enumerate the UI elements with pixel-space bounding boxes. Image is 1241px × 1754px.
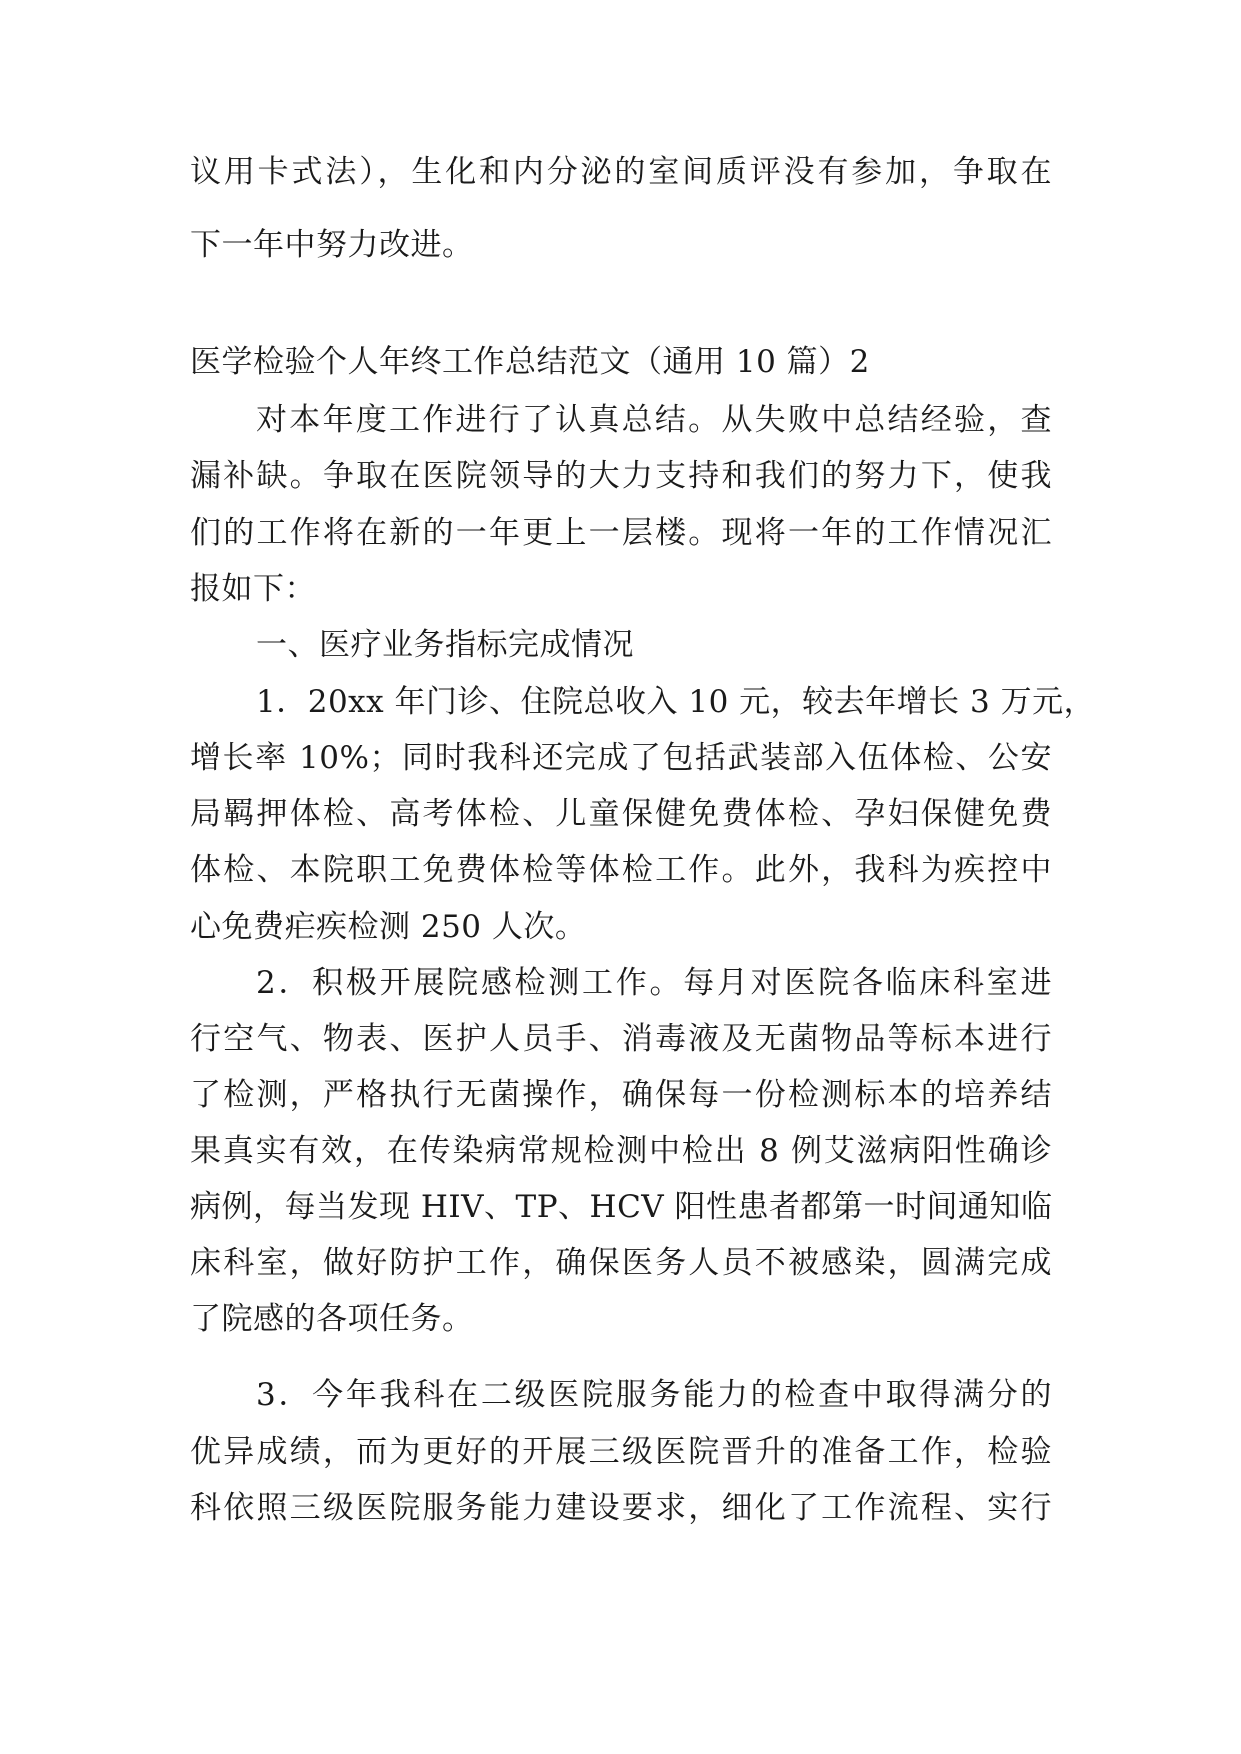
section-title: 医学检验个人年终工作总结范文（通用 10 篇）2 [190, 344, 870, 380]
intro-line-2: 漏补缺。争取在医院领导的大力支持和我们的努力下，使我 [190, 458, 1052, 494]
intro-line-4: 报如下： [190, 571, 316, 607]
item-1-line-5: 心免费疟疾检测 250 人次。 [190, 909, 587, 945]
heading-1: 一、医疗业务指标完成情况 [256, 627, 634, 663]
item-2-line-3: 了检测，严格执行无菌操作，确保每一份检测标本的培养结 [190, 1077, 1052, 1113]
item-1-line-4: 体检、本院职工免费体检等体检工作。此外，我科为疾控中 [190, 852, 1052, 888]
intro-line-3: 们的工作将在新的一年更上一层楼。现将一年的工作情况汇 [190, 515, 1052, 551]
item-2-line-7: 了院感的各项任务。 [190, 1301, 474, 1337]
item-2-line-6: 床科室，做好防护工作，确保医务人员不被感染，圆满完成 [190, 1245, 1052, 1281]
carryover-line-2: 下一年中努力改进。 [190, 227, 474, 263]
item-2-line-1: 2．积极开展院感检测工作。每月对医院各临床科室进 [256, 965, 1052, 1001]
item-2-line-5: 病例，每当发现 HIV、TP、HCV 阳性患者都第一时间通知临 [190, 1189, 1053, 1225]
item-3-line-3: 科依照三级医院服务能力建设要求，细化了工作流程、实行 [190, 1490, 1052, 1526]
carryover-line-1: 议用卡式法），生化和内分泌的室间质评没有参加，争取在 [190, 154, 1052, 190]
item-3-line-2: 优异成绩，而为更好的开展三级医院晋升的准备工作，检验 [190, 1434, 1052, 1470]
item-3-line-1: 3．今年我科在二级医院服务能力的检查中取得满分的 [256, 1377, 1052, 1413]
item-2-line-4: 果真实有效，在传染病常规检测中检出 8 例艾滋病阳性确诊 [190, 1133, 1052, 1169]
item-1-line-2: 增长率 10%；同时我科还完成了包括武装部入伍体检、公安 [190, 740, 1052, 776]
item-2-line-2: 行空气、物表、医护人员手、消毒液及无菌物品等标本进行 [190, 1021, 1052, 1057]
item-1-line-3: 局羁押体检、高考体检、儿童保健免费体检、孕妇保健免费 [190, 796, 1052, 832]
intro-line-1: 对本年度工作进行了认真总结。从失败中总结经验，查 [256, 402, 1052, 438]
item-1-line-1: 1．20xx 年门诊、住院总收入 10 元，较去年增长 3 万元， [256, 684, 1096, 720]
